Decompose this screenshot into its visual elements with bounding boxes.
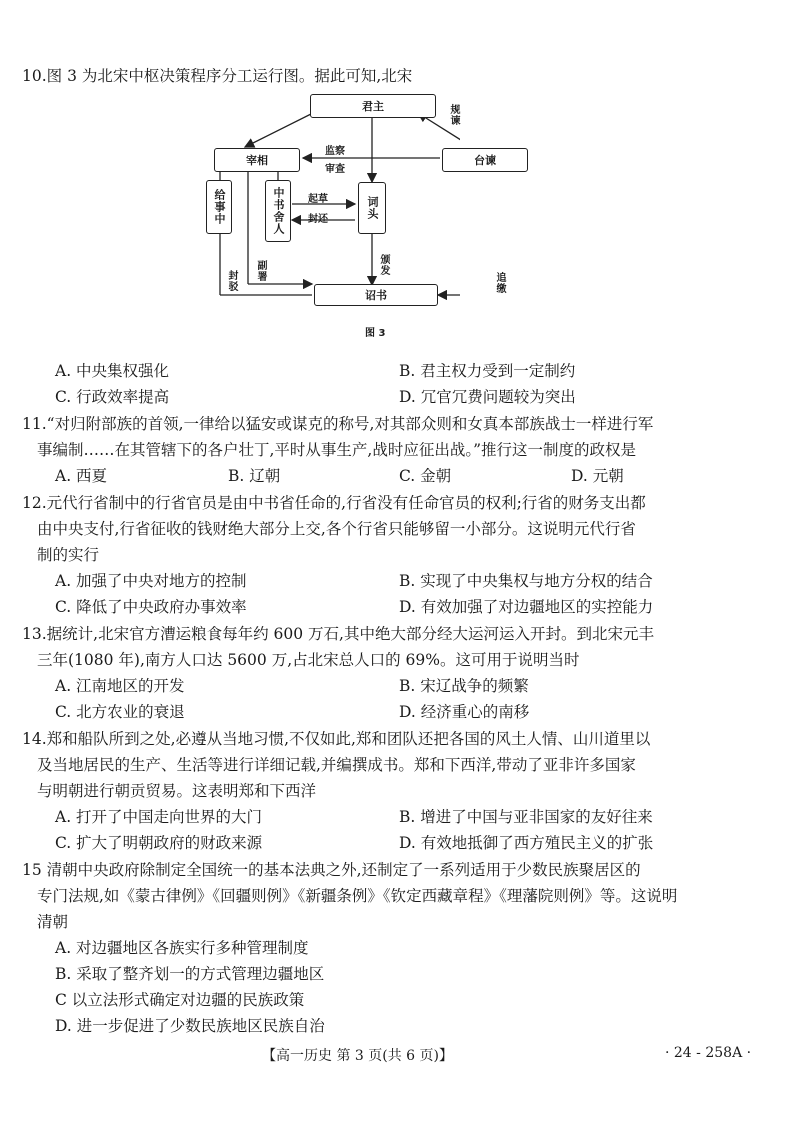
q14-option-b[interactable]: B. 增进了中国与亚非国家的友好往来	[399, 808, 653, 826]
q14-option-c[interactable]: C. 扩大了明朝政府的财政来源	[55, 834, 263, 852]
q15-stem-line2: 专门法规,如《蒙古律例》《回疆则例》《新疆条例》《钦定西藏章程》《理藩院则例》等。这说明	[37, 887, 678, 905]
q13-option-c[interactable]: C. 北方农业的衰退	[55, 703, 185, 721]
q15-option-a[interactable]: A. 对边疆地区各族实行多种管理制度	[55, 939, 309, 957]
q12-stem-line1: 12.元代行省制中的行省官员是由中书省任命的,行省没有任命官员的权利;行省的财务支出都	[22, 494, 646, 512]
q10-flow-diagram	[200, 92, 505, 307]
q13-stem-line1: 13.据统计,北宋官方漕运粮食每年约 600 万石,其中绝大部分经大运河运入开封。到北宋元丰	[22, 625, 654, 643]
q15-stem-line1: 15 清朝中央政府除制定全国统一的基本法典之外,还制定了一系列适用于少数民族聚居区的	[22, 861, 641, 879]
q13-stem-line2: 三年(1080 年),南方人口达 5600 万,占北宋总人口的 69%。这可用于说明当时	[37, 651, 580, 669]
q15-option-c[interactable]: C 以立法形式确定对边疆的民族政策	[55, 991, 305, 1009]
q14-stem-line3: 与明朝进行朝贡贸易。这表明郑和下西洋	[37, 782, 317, 800]
footer-page-info: 【高一历史 第 3 页(共 6 页)】	[262, 1048, 453, 1064]
q14-stem-line2: 及当地居民的生产、生活等进行详细记载,并编撰成书。郑和下西洋,带动了亚非许多国家	[37, 756, 636, 774]
label-fenghuan: 封还	[308, 214, 328, 225]
q13-option-d[interactable]: D. 经济重心的南移	[399, 703, 530, 721]
label-banfa: 颁发	[378, 254, 389, 276]
q12-stem-line2: 由中央支付,行省征收的钱财绝大部分上交,各个行省只能够留一小部分。这说明元代行省	[37, 520, 636, 538]
label-jiancha: 监察	[325, 146, 345, 157]
q11-option-a[interactable]: A. 西夏	[55, 467, 108, 485]
q10-option-d[interactable]: D. 冗官冗费问题较为突出	[399, 388, 576, 406]
label-fushu: 副署	[255, 260, 266, 282]
q10-stem: 10.图 3 为北宋中枢决策程序分工运行图。据此可知,北宋	[22, 67, 413, 85]
node-edict: 诏书	[314, 284, 438, 306]
label-zhuijiao: 追缴	[494, 272, 505, 294]
node-monarch: 君主	[310, 94, 436, 118]
q12-option-b[interactable]: B. 实现了中央集权与地方分权的结合	[399, 572, 653, 590]
q14-stem-line1: 14.郑和船队所到之处,必遵从当地习惯,不仅如此,郑和团队还把各国的风土人情、山川道里以	[22, 730, 651, 748]
diagram-connectors	[200, 92, 460, 307]
q12-stem-line3: 制的实行	[37, 546, 100, 564]
label-shencha: 审查	[325, 164, 345, 175]
node-jishizhong: 给事中	[206, 180, 232, 234]
q11-option-d[interactable]: D. 元朝	[571, 467, 624, 485]
figure-caption: 图 3	[365, 328, 386, 339]
node-zhongshu-sheren: 中书舍人	[265, 180, 291, 242]
q10-option-b[interactable]: B. 君主权力受到一定制约	[399, 362, 576, 380]
footer-code: · 24 - 258A ·	[665, 1045, 752, 1061]
q13-option-b[interactable]: B. 宋辽战争的频繁	[399, 677, 529, 695]
q14-option-d[interactable]: D. 有效地抵御了西方殖民主义的扩张	[399, 834, 654, 852]
q15-stem-line3: 清朝	[37, 913, 69, 931]
q15-option-b[interactable]: B. 采取了整齐划一的方式管理边疆地区	[55, 965, 325, 983]
label-guijian: 规谏	[448, 104, 459, 126]
q12-option-a[interactable]: A. 加强了中央对地方的控制	[55, 572, 247, 590]
q12-option-d[interactable]: D. 有效加强了对边疆地区的实控能力	[399, 598, 654, 616]
q12-option-c[interactable]: C. 降低了中央政府办事效率	[55, 598, 247, 616]
q15-option-d[interactable]: D. 进一步促进了少数民族地区民族自治	[55, 1017, 325, 1035]
label-qicao: 起草	[308, 194, 328, 205]
arrow-monarch-chancellor	[245, 112, 315, 147]
node-cichen: 词头	[358, 182, 386, 234]
q11-stem-line2: 事编制……在其管辖下的各户壮丁,平时从事生产,战时应征出战。”推行这一制度的政权是	[37, 441, 637, 459]
q10-option-c[interactable]: C. 行政效率提高	[55, 388, 170, 406]
q14-option-a[interactable]: A. 打开了中国走向世界的大门	[55, 808, 263, 826]
q13-option-a[interactable]: A. 江南地区的开发	[55, 677, 185, 695]
node-chancellor: 宰相	[214, 148, 300, 172]
q11-stem-line1: 11.“对归附部族的首领,一律给以猛安或谋克的称号,对其部众则和女真本部族战士一样进行军	[22, 415, 654, 433]
q11-option-b[interactable]: B. 辽朝	[228, 467, 281, 485]
q10-option-a[interactable]: A. 中央集权强化	[55, 362, 170, 380]
q11-option-c[interactable]: C. 金朝	[399, 467, 452, 485]
label-fengbo: 封驳	[226, 270, 237, 292]
node-remonstrance: 台谏	[442, 148, 528, 172]
